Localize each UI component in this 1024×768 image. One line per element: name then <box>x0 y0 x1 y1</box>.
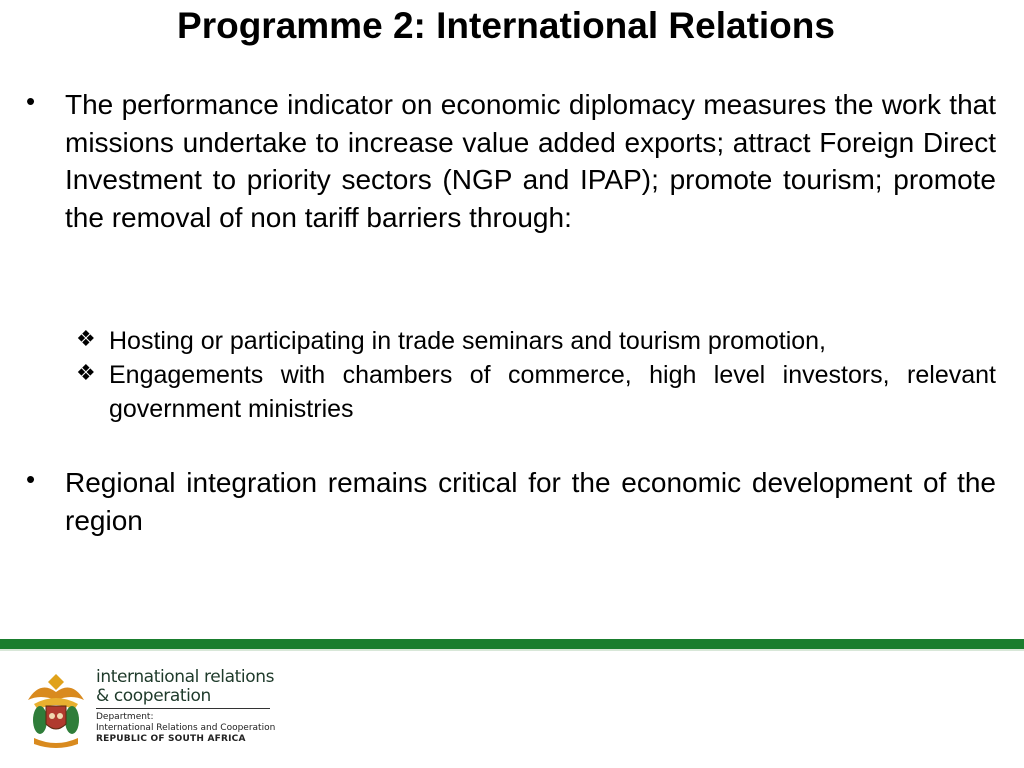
slide-title: Programme 2: International Relations <box>177 5 835 46</box>
footer-logo <box>24 668 324 752</box>
footer-divider <box>0 649 1024 651</box>
department-name: International Relations and Cooperation <box>96 723 276 733</box>
bullet-text: Regional integration remains critical for the economic development of the region <box>65 467 996 536</box>
bullet-dot: • <box>26 464 36 494</box>
sub-bullet-text: Hosting or participating in trade seminars and tourism promotion, <box>109 327 827 355</box>
bullet-text: The performance indicator on economic diplomacy measures the work that missions undertake to increase value added exports; attract Foreign Direct Investment to priority sectors (NGP and IPAP); promote tourism; promote the removal of non tariff barriers through: <box>65 89 996 233</box>
country-name: REPUBLIC OF SOUTH AFRICA <box>96 734 246 744</box>
sub-bullet-item <box>76 324 996 358</box>
sub-bullet-list <box>76 324 996 426</box>
footer-green-rule <box>0 639 1024 649</box>
sub-bullet-item <box>76 358 996 426</box>
bullet-item <box>26 464 996 539</box>
brand-name-line1: international relations <box>96 667 275 687</box>
coat-of-arms-icon <box>24 670 88 750</box>
bullet-item <box>26 86 996 236</box>
brand-block <box>96 668 296 745</box>
diamond-bullet-icon: ❖ <box>76 361 96 386</box>
sub-bullet-text: Engagements with chambers of commerce, high level investors, relevant government ministries <box>109 361 996 423</box>
brand-name-line2: & cooperation <box>96 686 211 706</box>
bullet-dot: • <box>26 86 36 116</box>
diamond-bullet-icon: ❖ <box>76 327 96 352</box>
brand-divider <box>96 708 270 709</box>
department-label: Department: <box>96 712 154 722</box>
